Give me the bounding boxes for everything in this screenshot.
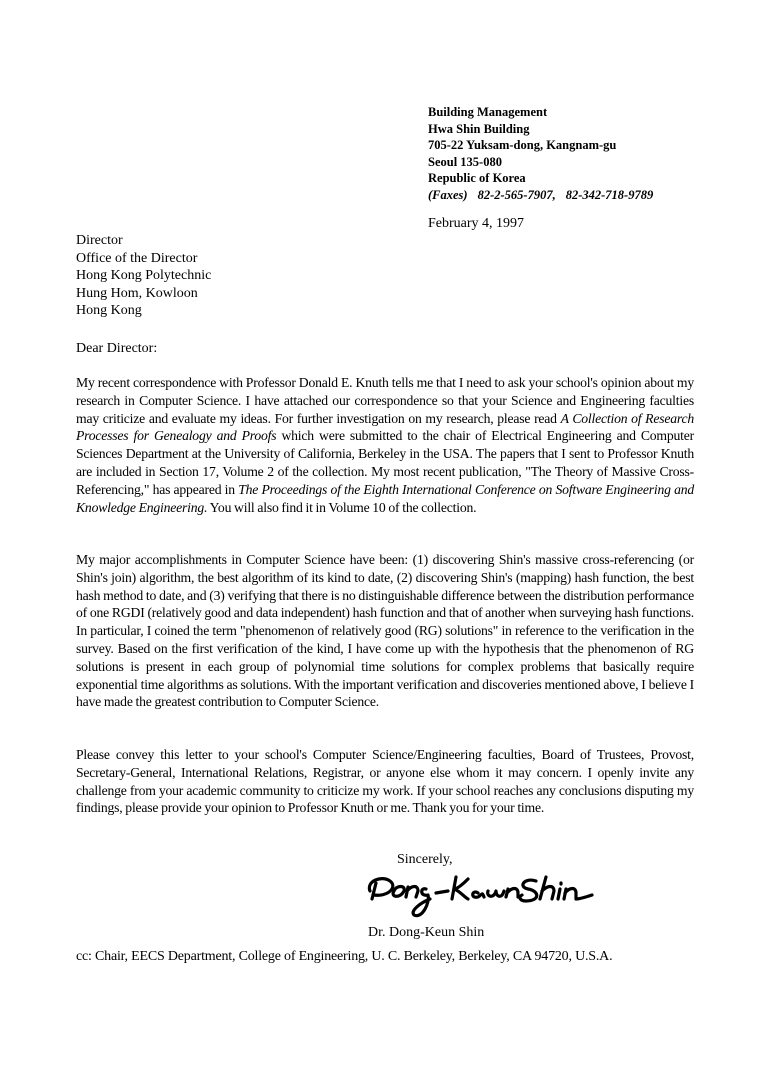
p1-book-title: A Collection of Research Processes for Genealogy and Proofs xyxy=(76,410,695,444)
recipient-line: Hong Kong xyxy=(76,303,142,319)
fax-number-1: 82-2-565-7907, xyxy=(477,187,556,202)
body-paragraph-3 xyxy=(76,746,694,817)
closing: Sincerely, xyxy=(397,852,453,867)
cc-line: cc: Chair, EECS Department, College of Engineering, U. C. Berkeley, Berkeley, CA 94720, U.S.A. xyxy=(76,949,613,964)
sender-building: Hwa Shin Building xyxy=(428,121,530,136)
recipient-address-block xyxy=(76,232,211,320)
p1-text-a: My recent correspondence with Professor Donald E. Knuth tells me that I need to ask your school's opinion about my research in Computer Science. I have attached our correspondence so that your Science and Engineering faculties may criticize and evaluate my ideas. For further investigation on my research, please read xyxy=(76,375,694,426)
body-paragraph-2 xyxy=(76,551,694,711)
fax-number-2: 82-342-718-9789 xyxy=(565,187,654,202)
handwritten-signature xyxy=(360,867,600,927)
p2-text: My major accomplishments in Computer Science have been: (1) discovering Shin's massive cross-referencing (or Shin's join) algorithm, the best algorithm of its kind to date, (2) discovering Shin's (mapping) hash function, the best hash method to date, and (3) verifying that there is no distinguishable difference between the distribution performance of one RGDI (relatively good and data independent) hash function and that of another when surveying hash functions. In particular, I coined the term "phenomenon of relatively good (RG) solutions" in reference to the verification in the survey. Based on the first verification of the kind, I have come up with the hypothesis that the phenomenon of RG solutions is present in each group of polynomial time solutions for complex problems that basically require exponential time algorithms as solutions. With the important verification and discoveries mentioned above, I believe I have made the greatest contribution to Computer Science. xyxy=(76,552,694,710)
sender-street: 705-22 Yuksam-dong, Kangnam-gu xyxy=(428,138,617,153)
letter-date: February 4, 1997 xyxy=(428,216,525,231)
p1-text-c: which were submitted to the chair of Electrical Engineering and Computer Sciences Department at the University of California, Berkeley in the USA. The papers that I sent to Professor Knuth are included in Section 17, Volume 2 of the collection. My most recent publication, "The Theory of Massive Cross-Referencing," has appeared in xyxy=(76,428,694,497)
body-paragraph-1 xyxy=(76,374,694,516)
sender-org: Building Management xyxy=(428,105,548,119)
sender-country: Republic of Korea xyxy=(428,171,526,186)
p3-text: Please convey this letter to your school's Computer Science/Engineering faculties, Board of Trustees, Provost, Secretary-General, International Relations, Registrar, or anyone else whom it may concern. I openly invite any challenge from your academic community to criticize my work. If your school reaches any conclusions disputing my findings, please provide your opinion to Professor Knuth or me. Thank you for your time. xyxy=(76,747,694,816)
recipient-line: Hong Kong Polytechnic xyxy=(76,268,212,284)
sender-city: Seoul 135-080 xyxy=(428,154,502,169)
salutation: Dear Director: xyxy=(76,341,158,356)
sender-faxes xyxy=(428,187,748,204)
p1-proceedings-title: The Proceedings of the Eighth International Conference on Software Engineering and Knowledge Engineering. xyxy=(76,481,695,515)
p1-text-e: You will also find it in Volume 10 of the collection. xyxy=(207,499,477,515)
recipient-line: Director xyxy=(76,233,123,248)
recipient-line: Office of the Director xyxy=(76,250,198,266)
recipient-line: Hung Hom, Kowloon xyxy=(76,285,198,301)
signer-name: Dr. Dong-Keun Shin xyxy=(368,925,485,940)
faxes-label: (Faxes) xyxy=(428,187,468,202)
sender-address-block xyxy=(428,104,748,204)
